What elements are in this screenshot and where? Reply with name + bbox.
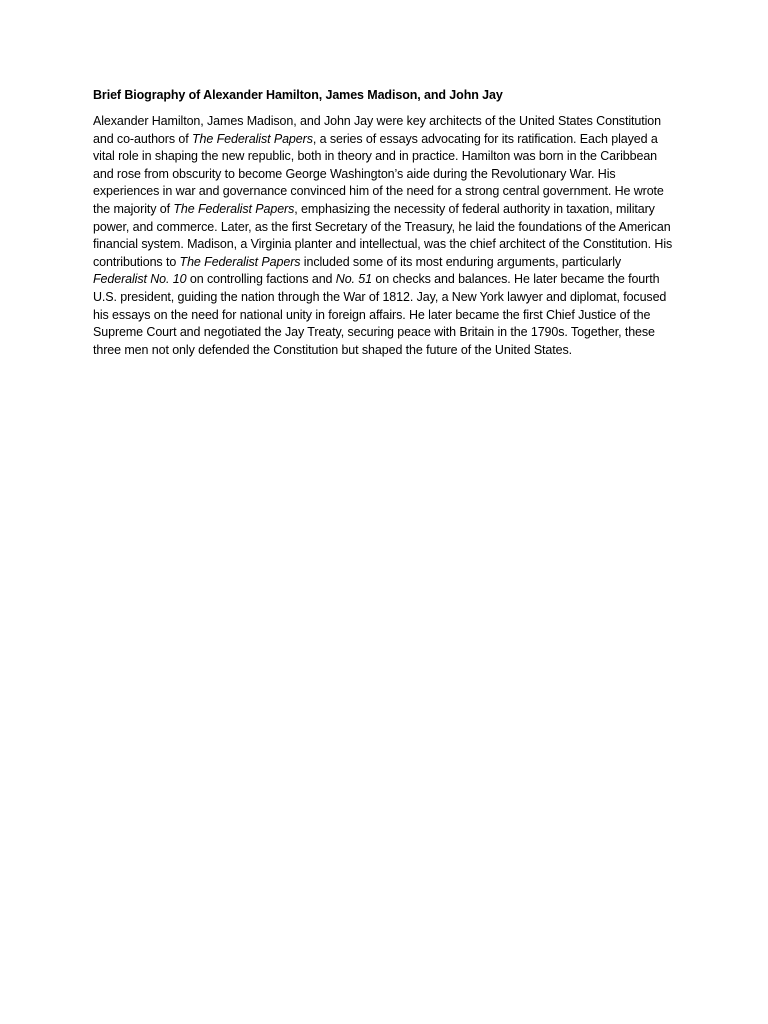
- paragraph-text: , emphasizing the necessity of federal authority in taxation, military power, and commerce. Later, as the first Secretary of the Treasury, he laid the foundations of the American financial system. Madison, a Virginia planter and intellectual, was the chief architect of the Constitution. His contributions to: [93, 201, 673, 269]
- italic-work-title: No. 51: [335, 272, 373, 287]
- italic-work-title: The Federalist Papers: [191, 131, 313, 146]
- document-content: [93, 86, 678, 359]
- document-paragraph: [93, 113, 678, 359]
- italic-work-title: Federalist No. 10: [93, 272, 187, 287]
- italic-work-title: The Federalist Papers: [173, 201, 295, 216]
- document-title: Brief Biography of Alexander Hamilton, James Madison, and John Jay: [93, 88, 503, 102]
- paragraph-text: Alexander Hamilton, James Madison, and John Jay were key architects of the United States Constitution and co-authors of: [93, 114, 661, 146]
- paragraph-text: on checks and balances. He later became the fourth U.S. president, guiding the nation through the War of 1812. Jay, a New York lawyer and diplomat, focused his essays on the need for national unity in foreign affairs. He later became the first Chief Justice of the Supreme Court and negotiated the Jay Treaty, securing peace with Britain in the 1790s. Together, these three men not only defended the Constitution but shaped the future of the United States.: [93, 272, 667, 357]
- paragraph-text: , a series of essays advocating for its ratification. Each played a vital role in shaping the new republic, both in theory and in practice. Hamilton was born in the Caribbean and rose from obscurity to become George Washington’s aide during the Revolutionary War. His experiences in war and governance convinced him of the need for a strong central government. He wrote the majority of: [93, 131, 664, 216]
- paragraph-text: on controlling factions and: [186, 272, 336, 287]
- italic-work-title: The Federalist Papers: [179, 254, 301, 269]
- paragraph-text: included some of its most enduring arguments, particularly: [300, 254, 622, 269]
